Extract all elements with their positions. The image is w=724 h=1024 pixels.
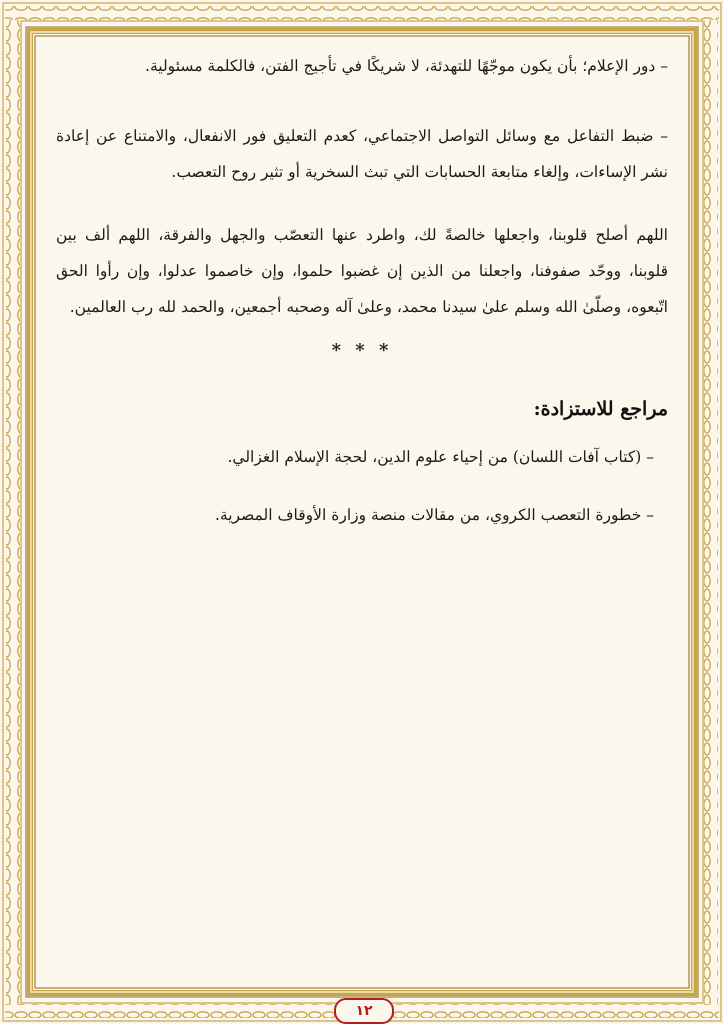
bullet-social-media: – ضبط التفاعل مع وسائل التواصل الاجتماعي، كعدم التعليق فور الانفعال، والامتناع عن إعادة نشر الإساءات، وإلغاء متابعة الحسابات التي تبث السخرية أو تثير روح التعصب. <box>56 127 668 181</box>
separator-asterisks: * * * <box>331 340 393 361</box>
page-number: ١٢ <box>355 1003 373 1019</box>
page-body <box>56 48 668 968</box>
closing-prayer: اللهم أصلح قلوبنا، واجعلها خالصةً لك، واطرد عنها التعصّب والجهل والفرقة، اللهم ألف بين قلوبنا، ووحّد صفوفنا، واجعلنا من الذين إن غضبوا حلموا، وإن خاصموا عدلوا، وإن رأوا الحق اتّبعوه، وصلّىٰ الله وسلم علىٰ سيدنا محمد، وعلىٰ آله وصحبه أجمعين، والحمد لله رب العالمين. <box>56 226 668 316</box>
bullet-media-role: – دور الإعلام؛ بأن يكون موجّهًا للتهدئة، لا شريكًا في تأجيج الفتن، فالكلمة مسئولية. <box>145 57 668 75</box>
reference-item: – خطورة التعصب الكروي، من مقالات منصة وزارة الأوقاف المصرية. <box>215 506 654 524</box>
page-number-badge <box>334 998 394 1024</box>
reference-item: – (كتاب آفات اللسان) من إحياء علوم الدين، لحجة الإسلام الغزالي. <box>227 448 654 466</box>
references-heading: مراجع للاستزادة: <box>533 398 668 420</box>
